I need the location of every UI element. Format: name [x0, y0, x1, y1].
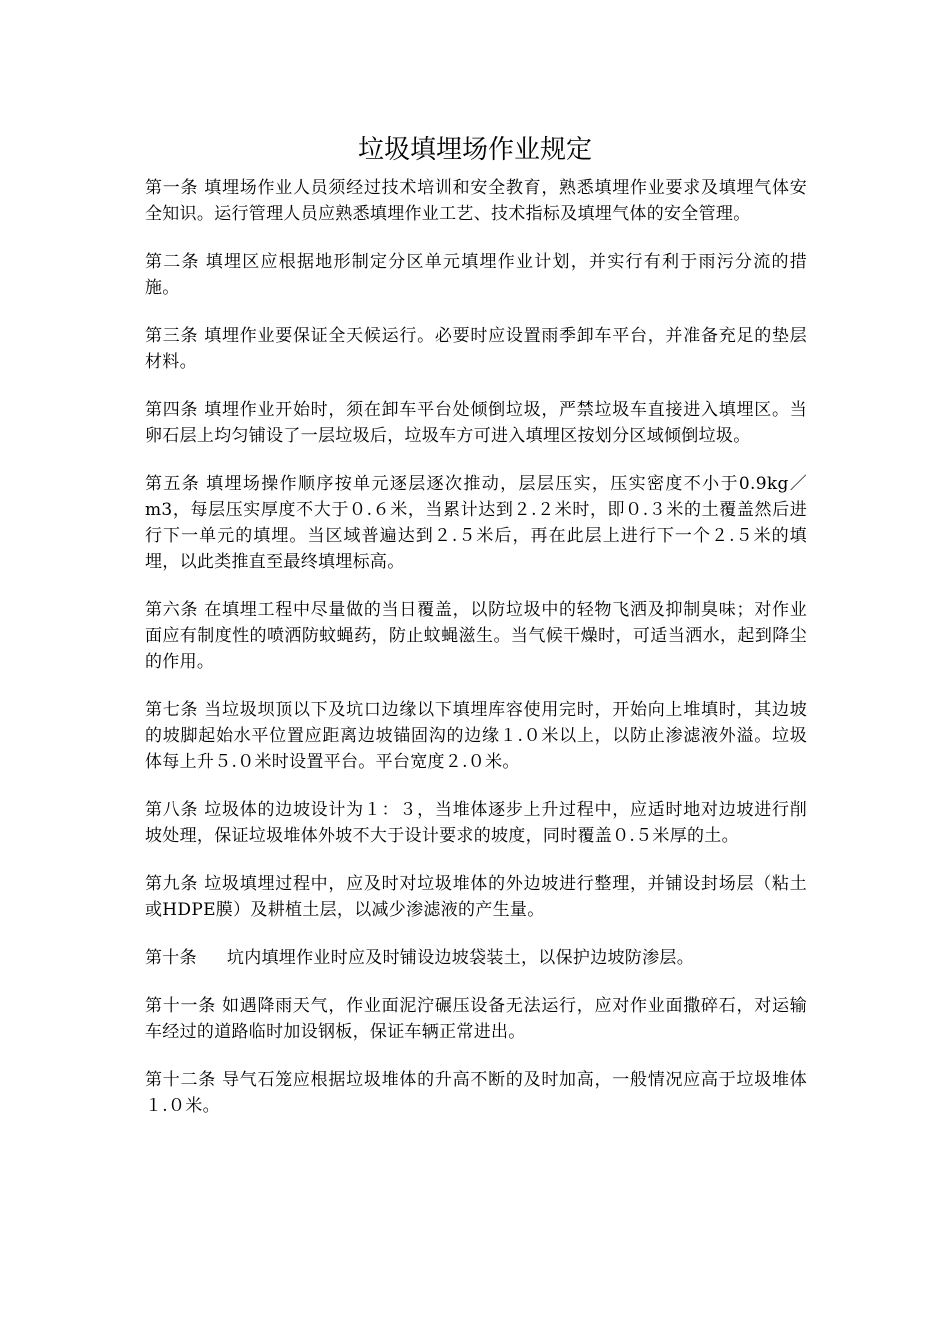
article-text: 填埋区应根据地形制定分区单元填埋作业计划，并实行有利于雨污分流的措施。: [145, 252, 807, 298]
article-2: [145, 249, 807, 301]
document-body: [145, 175, 807, 1141]
article-text: 在填埋工程中尽量做的当日覆盖，以防垃圾中的轻物飞洒及抑制臭味；对作业面应有制度性的喷洒防蚊蝇药，防止蚊蝇滋生。当气候干燥时，可适当洒水，起到降尘的作用。: [145, 600, 807, 672]
article-number: 第一条: [145, 178, 199, 198]
article-1: [145, 175, 807, 227]
article-number: 第八条: [145, 800, 199, 820]
article-number: 第七条: [145, 700, 199, 720]
article-number: 第十二条: [145, 1070, 216, 1090]
article-text: 当垃圾坝顶以下及坑口边缘以下填埋库容使用完时，开始向上堆填时，其边坡的坡脚起始水平位置应距离边坡锚固沟的边缘１.０米以上，以防止渗滤液外溢。垃圾体每上升５.０米时设置平台。平台宽度２.０米。: [145, 700, 807, 772]
article-number: 第五条: [145, 474, 201, 494]
article-text: 导气石笼应根据垃圾堆体的升高不断的及时加高，一般情况应高于垃圾堆体１.０米。: [145, 1070, 807, 1116]
article-number: 第三条: [145, 326, 199, 346]
article-9: [145, 871, 807, 923]
article-text: 如遇降雨天气，作业面泥泞碾压设备无法运行，应对作业面撒碎石，对运输车经过的道路临时加设钢板，保证车辆正常进出。: [145, 996, 807, 1042]
article-number: 第二条: [145, 252, 200, 272]
article-7: [145, 697, 807, 775]
article-6: [145, 597, 807, 675]
article-number: 第九条: [145, 874, 199, 894]
article-11: [145, 993, 807, 1045]
article-text: 垃圾体的边坡设计为１：３，当堆体逐步上升过程中，应适时地对边坡进行削坡处理，保证垃圾堆体外坡不大于设计要求的坡度，同时覆盖０.５米厚的土。: [145, 800, 807, 846]
article-number: 第十一条: [145, 996, 216, 1016]
article-text: 填埋作业要保证全天候运行。必要时应设置雨季卸车平台，并准备充足的垫层材料。: [145, 326, 807, 372]
article-5: [145, 471, 807, 575]
article-text: 坑内填埋作业时应及时铺设边坡袋装土，以保护边坡防渗层。: [226, 948, 695, 968]
article-number: 第六条: [145, 600, 199, 620]
article-number: 第十条: [145, 948, 197, 968]
article-3: [145, 323, 807, 375]
article-text: 填埋作业开始时，须在卸车平台处倾倒垃圾，严禁垃圾车直接进入填埋区。当卵石层上均匀铺设了一层垃圾后，垃圾车方可进入填埋区按划分区域倾倒垃圾。: [145, 400, 807, 446]
article-text: 填埋场操作顺序按单元逐层逐次推动，层层压实，压实密度不小于0.9kg／m3，每层压实厚度不大于０.６米，当累计达到２.２米时，即０.３米的土覆盖然后进行下一单元的填埋。当区域普遍达到２.５米后，再在此层上进行下一个２.５米的填埋，以此类推直至最终填埋标高。: [145, 474, 808, 572]
article-8: [145, 797, 807, 849]
article-4: [145, 397, 807, 449]
article-number: 第四条: [145, 400, 199, 420]
article-12: [145, 1067, 807, 1119]
article-text: 填埋场作业人员须经过技术培训和安全教育，熟悉填埋作业要求及填埋气体安全知识。运行管理人员应熟悉填埋作业工艺、技术指标及填埋气体的安全管理。: [145, 178, 807, 224]
article-text: 垃圾填埋过程中，应及时对垃圾堆体的外边坡进行整理，并铺设封场层（粘土或HDPE膜）及耕植土层，以减少渗滤液的产生量。: [145, 874, 807, 920]
article-10: [145, 945, 807, 971]
document-title: 垃圾填埋场作业规定: [357, 135, 592, 165]
